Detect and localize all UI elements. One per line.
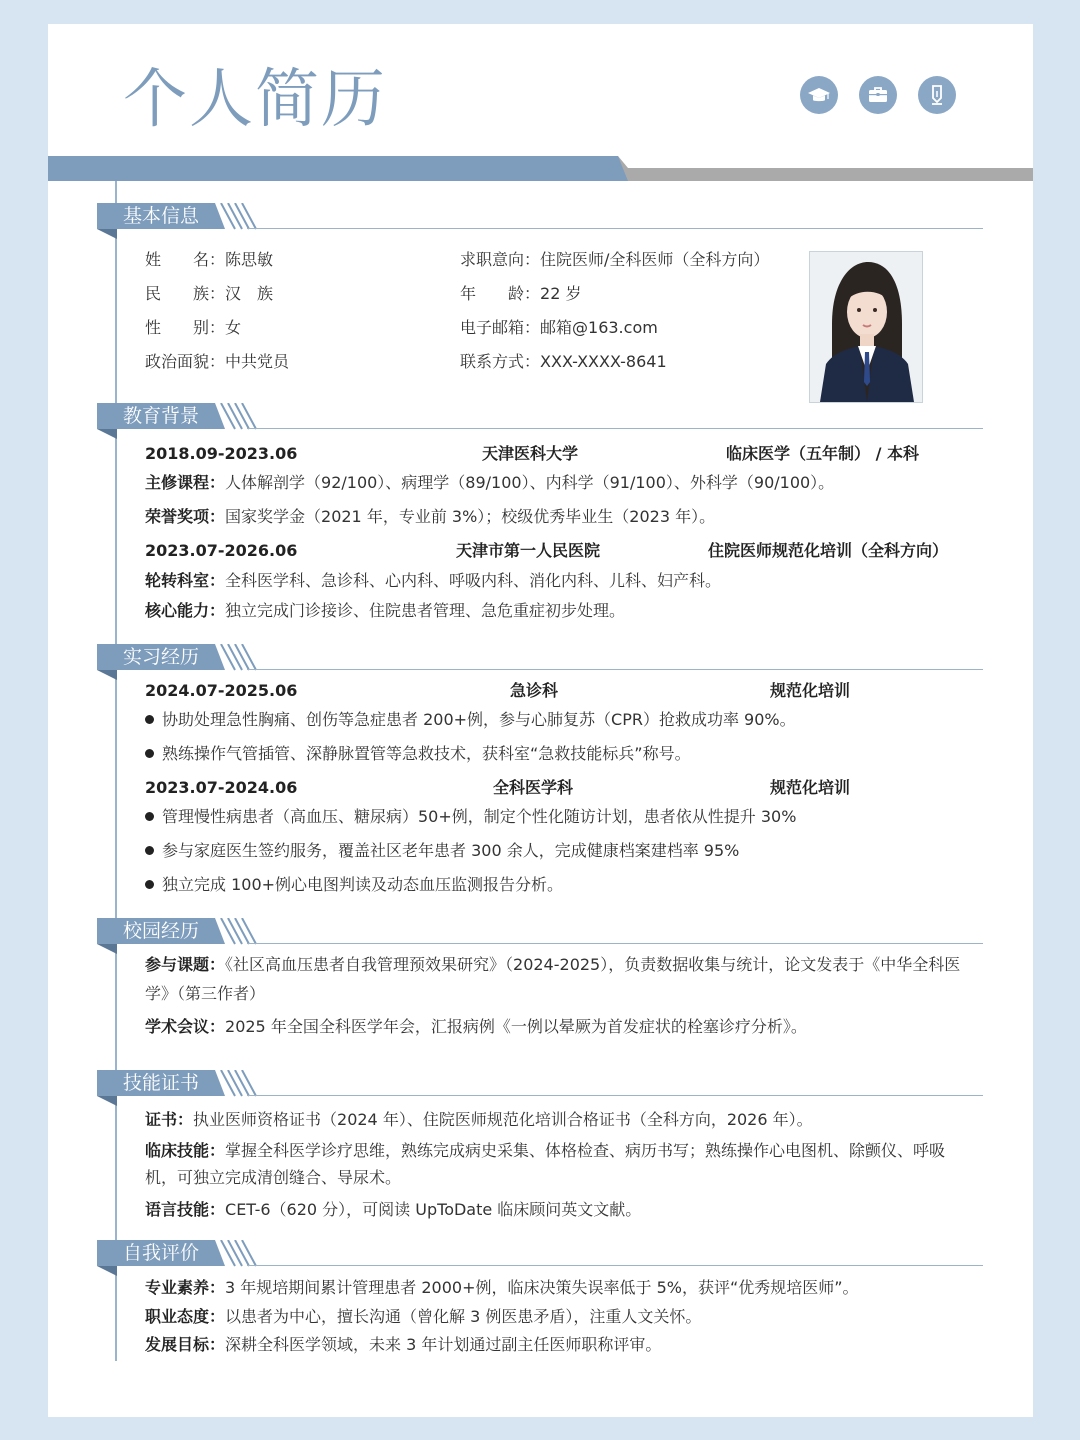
- info-age: [460, 284, 581, 304]
- intern-period: 2024.07-2025.06: [145, 681, 298, 700]
- section-header-education: [97, 403, 983, 439]
- intern-bullet: 参与家庭医生签约服务，覆盖社区老年患者 300 余人，完成健康档案建档率 95%: [145, 841, 739, 861]
- info-value: 邮箱@163.com: [540, 318, 658, 337]
- intern-bullet: 管理慢性病患者（高血压、糖尿病）50+例，制定个性化随访计划，患者依从性提升 30%: [145, 807, 796, 827]
- edu-row: [145, 473, 834, 493]
- pen-icon: [918, 76, 956, 114]
- edu-row-label: 核心能力：: [145, 601, 226, 620]
- intern-dept: 全科医学科: [493, 778, 574, 797]
- section-title: 基本信息: [123, 205, 200, 227]
- info-phone: [460, 352, 667, 372]
- skill-row-label: 临床技能：: [145, 1141, 226, 1160]
- skill-row-label: 证书：: [145, 1110, 194, 1129]
- info-value: 女: [225, 318, 242, 337]
- section-header-internship: [97, 644, 983, 680]
- edu-period: 2023.07-2026.06: [145, 541, 298, 560]
- edu-row: [145, 507, 715, 527]
- info-value: 住院医师/全科医师（全科方向）: [540, 250, 770, 269]
- campus-row: [145, 1012, 965, 1041]
- briefcase-icon: [859, 76, 897, 114]
- section-divider: [247, 1095, 983, 1096]
- skill-row: [145, 1137, 965, 1191]
- intern-period: 2023.07-2024.06: [145, 778, 298, 797]
- info-political: [145, 352, 289, 372]
- edu-row-text: 国家奖学金（2021 年，专业前 3%）；校级优秀毕业生（2023 年）。: [225, 507, 716, 526]
- info-label: 民 族：: [145, 284, 226, 303]
- info-gender: [145, 318, 241, 338]
- skill-row-text: 掌握全科医学诊疗思维，熟练完成病史采集、体格检查、病历书写；熟练操作心电图机、除颤仪、呼吸机，可独立完成清创缝合、导尿术。: [145, 1141, 946, 1187]
- section-title: 实习经历: [123, 646, 200, 668]
- edu-row-text: 人体解剖学（92/100）、病理学（89/100）、内科学（91/100）、外科学（90/100）。: [225, 473, 835, 492]
- section-divider: [247, 1265, 983, 1266]
- self-row-label: 发展目标：: [145, 1335, 226, 1354]
- intern-type: 规范化培训: [770, 681, 851, 700]
- bullet-icon: [145, 749, 154, 758]
- info-value: XXX-XXXX-8641: [540, 352, 667, 371]
- section-title: 教育背景: [123, 405, 200, 427]
- info-value: 22 岁: [540, 284, 582, 303]
- resume-page: [48, 24, 1033, 1417]
- edu-row-label: 主修课程：: [145, 473, 226, 492]
- edu-row-label: 轮转科室：: [145, 571, 226, 590]
- self-row-text: 深耕全科医学领域，未来 3 年计划通过副主任医师职称评审。: [225, 1335, 662, 1354]
- intern-bullet: 独立完成 100+例心电图判读及动态血压监测报告分析。: [145, 875, 563, 895]
- info-job: [460, 250, 769, 270]
- intern-dept: 急诊科: [510, 681, 559, 700]
- section-header-basic: [97, 203, 983, 239]
- campus-row-label: 学术会议：: [145, 1017, 226, 1036]
- intern-type: 规范化培训: [770, 778, 851, 797]
- bullet-icon: [145, 715, 154, 724]
- info-label: 电子邮箱：: [460, 318, 541, 337]
- info-name: [145, 250, 273, 270]
- edu-period: 2018.09-2023.06: [145, 444, 298, 463]
- info-email: [460, 318, 658, 338]
- info-label: 姓 名：: [145, 250, 226, 269]
- campus-row-label: 参与课题：: [145, 955, 226, 974]
- section-divider: [247, 943, 983, 944]
- self-row-text: 3 年规培期间累计管理患者 2000+例，临床决策失误率低于 5%，获评“优秀规培医师”。: [225, 1278, 859, 1297]
- top-icon-group: [800, 76, 956, 114]
- section-title: 自我评价: [123, 1242, 200, 1264]
- intern-bullet: 协助处理急性胸痛、创伤等急症患者 200+例，参与心肺复苏（CPR）抢救成功率 90%。: [145, 710, 796, 730]
- info-label: 性 别：: [145, 318, 226, 337]
- header-banner: [48, 156, 1033, 181]
- self-row: [145, 1307, 701, 1327]
- edu-row: [145, 571, 721, 591]
- bullet-icon: [145, 846, 154, 855]
- intern-bullet: 熟练操作气管插管、深静脉置管等急救技术，获科室“急救技能标兵”称号。: [145, 744, 691, 764]
- bullet-icon: [145, 880, 154, 889]
- info-value: 陈思敏: [225, 250, 274, 269]
- skill-row-text: CET-6（620 分），可阅读 UpToDate 临床顾问英文文献。: [225, 1200, 642, 1219]
- info-ethnicity: [145, 284, 273, 304]
- self-row: [145, 1335, 661, 1355]
- graduation-cap-icon: [800, 76, 838, 114]
- campus-row-text: 《社区高血压患者自我管理预效果研究》（2024-2025），负责数据收集与统计，论文发表于《中华全科医学》（第三作者）: [145, 955, 961, 1003]
- skill-row: [145, 1195, 965, 1224]
- self-row-text: 以患者为中心，擅长沟通（曾化解 3 例医患矛盾），注重人文关怀。: [225, 1307, 702, 1326]
- campus-row: [145, 950, 965, 1008]
- edu-school: 天津医科大学: [482, 444, 579, 463]
- info-label: 年 龄：: [460, 284, 541, 303]
- section-header-self: [97, 1240, 983, 1276]
- section-divider: [247, 228, 983, 229]
- skill-row-text: 执业医师资格证书（2024 年）、住院医师规范化培训合格证书（全科方向，2026 年）。: [193, 1110, 813, 1129]
- resume-title: 个人简历: [123, 63, 387, 137]
- info-value: 中共党员: [225, 352, 290, 371]
- bullet-icon: [145, 812, 154, 821]
- edu-degree: 住院医师规范化培训（全科方向）: [708, 541, 949, 560]
- edu-degree: 临床医学（五年制） / 本科: [726, 444, 919, 463]
- section-header-campus: [97, 918, 983, 954]
- section-header-skills: [97, 1070, 983, 1106]
- self-row-label: 职业态度：: [145, 1307, 226, 1326]
- skill-row-label: 语言技能：: [145, 1200, 226, 1219]
- section-title: 技能证书: [123, 1072, 200, 1094]
- skill-row: [145, 1105, 965, 1134]
- edu-row-text: 全科医学科、急诊科、心内科、呼吸内科、消化内科、儿科、妇产科。: [225, 571, 722, 590]
- edu-row-text: 独立完成门诊接诊、住院患者管理、急危重症初步处理。: [225, 601, 626, 620]
- info-label: 政治面貌：: [145, 352, 226, 371]
- self-row: [145, 1278, 859, 1298]
- section-divider: [247, 669, 983, 670]
- section-title: 校园经历: [123, 920, 200, 942]
- info-label: 求职意向：: [460, 250, 541, 269]
- timeline-line: [115, 181, 117, 1361]
- profile-photo: [809, 251, 923, 403]
- edu-row-label: 荣誉奖项：: [145, 507, 226, 526]
- info-label: 联系方式：: [460, 352, 541, 371]
- section-divider: [247, 428, 983, 429]
- self-row-label: 专业素养：: [145, 1278, 226, 1297]
- info-value: 汉 族: [225, 284, 274, 303]
- campus-row-text: 2025 年全国全科医学年会，汇报病例《一例以晕厥为首发症状的栓塞诊疗分析》。: [225, 1017, 807, 1036]
- edu-row: [145, 601, 625, 621]
- edu-school: 天津市第一人民医院: [456, 541, 601, 560]
